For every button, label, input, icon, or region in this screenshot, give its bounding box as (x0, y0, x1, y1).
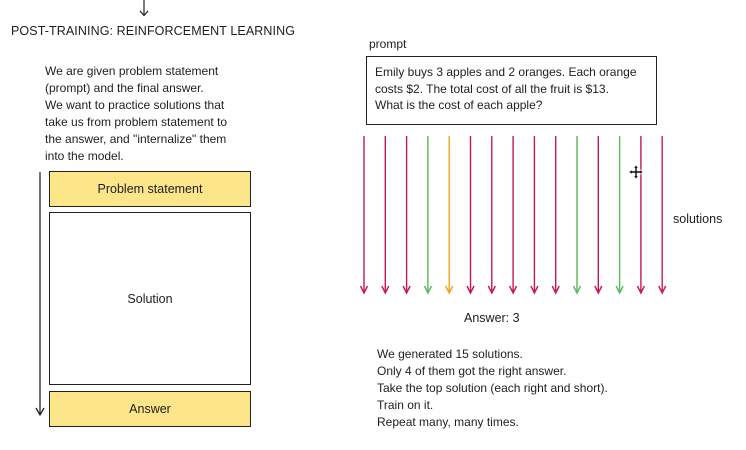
solution-arrow-right (424, 136, 431, 293)
intro-line: We are given problem statement (45, 64, 219, 78)
summary-line: Train on it. (377, 398, 434, 412)
summary-line: Repeat many, many times. (377, 415, 519, 429)
intro-line: We want to practice solutions that (45, 98, 225, 112)
solution-arrow-wrong (488, 136, 495, 293)
solution-arrow-wrong (552, 136, 559, 293)
prompt-line: What is the cost of each apple? (375, 98, 543, 112)
solution-box (49, 212, 251, 385)
intro-line: into the model. (45, 149, 124, 163)
answer-box-label: Answer (129, 402, 171, 416)
solution-arrow-partial (446, 136, 453, 293)
flow-down-arrow-icon (33, 170, 47, 420)
summary-line: Only 4 of them got the right answer. (377, 364, 567, 378)
section-title: POST-TRAINING: REINFORCEMENT LEARNING (11, 24, 296, 38)
solution-arrows (350, 130, 680, 300)
answer-box (49, 391, 251, 427)
prompt-label: prompt (369, 37, 407, 51)
solution-arrow-wrong (361, 136, 368, 293)
prompt-line: costs $2. The total cost of all the fruit is $13. (375, 81, 609, 96)
solution-arrow-wrong (531, 136, 538, 293)
move-cursor-icon (628, 164, 644, 180)
answer-label: Answer: 3 (464, 311, 520, 325)
solution-label: Solution (127, 291, 173, 306)
intro-line: take us from problem statement to (45, 115, 228, 129)
prompt-line: Emily buys 3 apples and 2 oranges. Each orange (375, 65, 637, 79)
solution-arrow-right (574, 136, 581, 293)
summary-line: We generated 15 solutions. (377, 347, 523, 361)
solution-arrow-wrong (637, 136, 644, 293)
solution-arrow-wrong (403, 136, 410, 293)
solution-arrow-right (616, 136, 623, 293)
prompt-box (366, 56, 657, 125)
summary-line: Take the top solution (each right and short). (377, 381, 608, 395)
solution-arrow-wrong (659, 136, 666, 293)
solution-arrow-wrong (382, 136, 389, 293)
solution-arrow-wrong (467, 136, 474, 293)
solution-arrow-wrong (510, 136, 517, 293)
problem-statement-box (49, 171, 251, 207)
down-arrow-icon (137, 0, 151, 18)
intro-line: (prompt) and the final answer. (45, 81, 204, 95)
intro-text (45, 63, 270, 165)
summary-text (377, 346, 608, 431)
solution-arrow-wrong (595, 136, 602, 293)
intro-line: the answer, and "internalize" them (45, 132, 227, 146)
solutions-label: solutions (673, 212, 723, 226)
problem-statement-label: Problem statement (97, 182, 203, 196)
